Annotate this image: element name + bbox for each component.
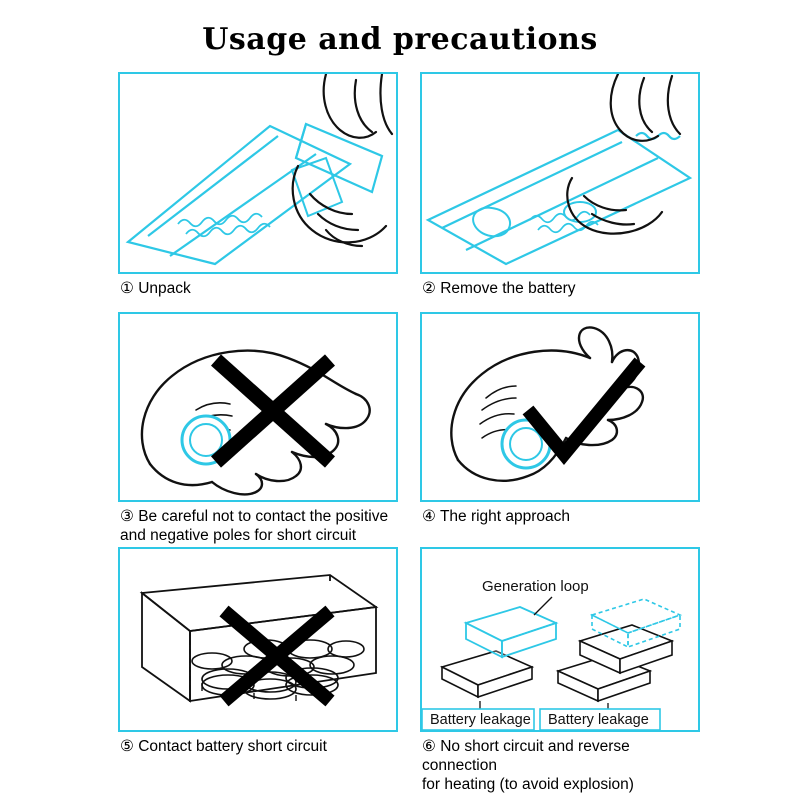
step-number-3: ③ [120,508,134,525]
page-title: Usage and precautions [202,22,598,57]
step-caption-text-6-line2: for heating (to avoid explosion) [422,776,634,793]
step-caption-text-3: Be careful not to contact the positive [138,508,389,525]
step-card-3 [118,312,398,547]
step-caption-text-1: Unpack [138,280,191,297]
right-grip-illustration [422,314,698,500]
generation-loop-label: Generation loop [482,578,589,595]
wrong-grip-illustration [120,314,396,500]
step-caption-text-6: No short circuit and reverse connection [422,738,630,774]
step-caption-text-5: Contact battery short circuit [138,738,327,755]
step-illustration-5 [118,547,398,732]
step-card-4 [420,312,700,547]
cross-marker-3 [216,360,330,462]
step-caption-text-3-line2: and negative poles for short circuit [120,527,357,544]
steps-grid [118,72,700,793]
step-caption-text-2: Remove the battery [440,280,576,297]
step-number-4: ④ [422,508,436,525]
step-caption-3 [118,502,398,545]
step-illustration-4 [420,312,700,502]
battery-leakage-label-left [422,709,534,730]
step-card-1 [118,72,398,312]
generation-loop-illustration [422,549,698,730]
step-illustration-3 [118,312,398,502]
battery-leakage-label-right [540,709,660,730]
check-marker-4 [528,362,640,454]
step-card-2 [420,72,700,312]
step-caption-2 [420,274,700,298]
step-number-2: ② [422,280,436,297]
step-caption-5 [118,732,398,756]
step-card-6 [420,547,700,793]
step-illustration-1 [118,72,398,274]
step-number-5: ⑤ [120,738,134,755]
box-of-batteries-illustration [120,549,396,730]
step-number-1: ① [120,280,134,297]
step-illustration-2 [420,72,700,274]
svg-text:Battery leakage: Battery leakage [548,712,649,728]
step-caption-text-4: The right approach [439,508,571,525]
step-caption-6 [420,732,700,794]
step-number-6: ⑥ [422,738,436,755]
step-caption-4 [420,502,700,526]
svg-text:Battery leakage: Battery leakage [430,712,531,728]
remove-battery-illustration [422,74,698,272]
step-caption-1 [118,274,398,298]
unpack-illustration [120,74,396,272]
step-illustration-6 [420,547,700,732]
step-card-5 [118,547,398,782]
